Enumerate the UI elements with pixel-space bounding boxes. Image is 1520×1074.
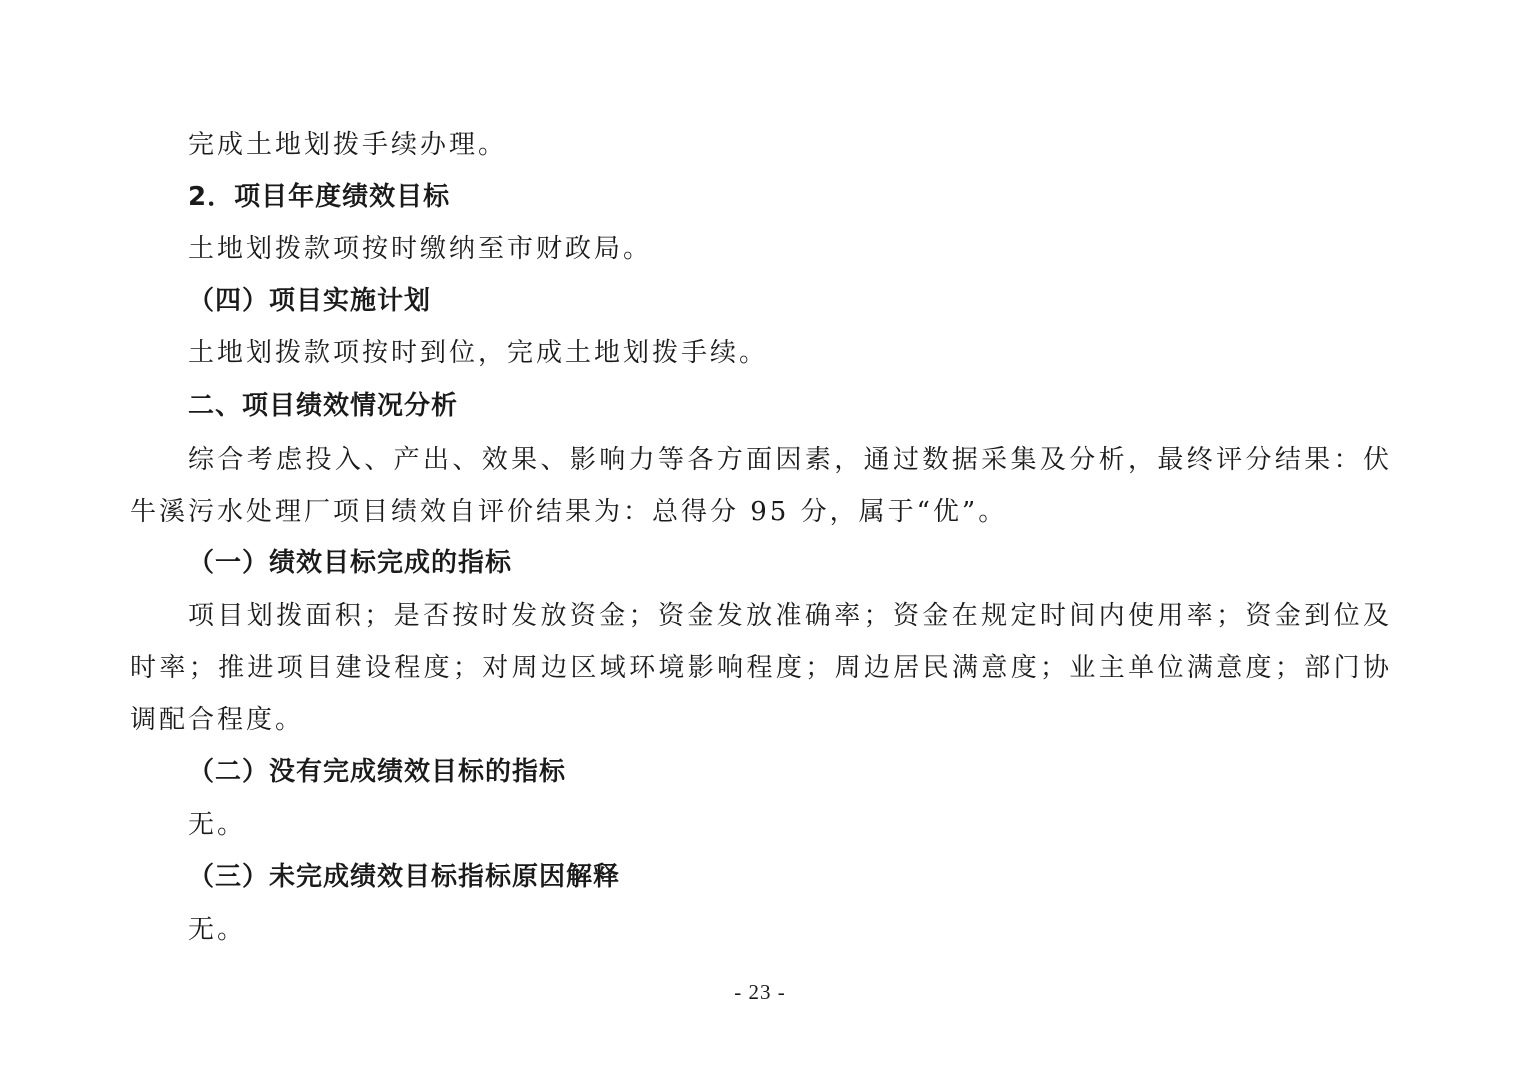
paragraph-text: 调配合程度。 xyxy=(130,705,305,735)
paragraph-text: 无。 xyxy=(188,810,247,840)
section-heading: （一）绩效目标完成的指标 xyxy=(188,548,513,578)
section-heading: 2．项目年度绩效目标 xyxy=(188,182,451,212)
paragraph-text: 无。 xyxy=(188,915,247,945)
section-heading: （三）未完成绩效目标指标原因解释 xyxy=(188,862,621,892)
paragraph-text: 土地划拨款项按时到位，完成土地划拨手续。 xyxy=(188,338,769,368)
section-heading: 二、项目绩效情况分析 xyxy=(188,391,459,421)
paragraph-text: 完成土地划拨手续办理。 xyxy=(188,130,508,160)
paragraph-text: 时率；推进项目建设程度；对周边区域环境影响程度；周边居民满意度；业主单位满意度；部门协 xyxy=(130,653,1392,683)
paragraph-text: 综合考虑投入、产出、效果、影响力等各方面因素，通过数据采集及分析，最终评分结果：伏 xyxy=(188,445,1392,475)
paragraph-text: 土地划拨款项按时缴纳至市财政局。 xyxy=(188,234,653,264)
section-heading: （四）项目实施计划 xyxy=(188,286,432,316)
paragraph-text: 牛溪污水处理厂项目绩效自评价结果为：总得分 95 分，属于“优”。 xyxy=(130,497,1008,527)
section-heading: （二）没有完成绩效目标的指标 xyxy=(188,757,567,787)
page-number: - 23 - xyxy=(734,980,786,1004)
paragraph-text: 项目划拨面积；是否按时发放资金；资金发放准确率；资金在规定时间内使用率；资金到位及 xyxy=(188,601,1392,631)
